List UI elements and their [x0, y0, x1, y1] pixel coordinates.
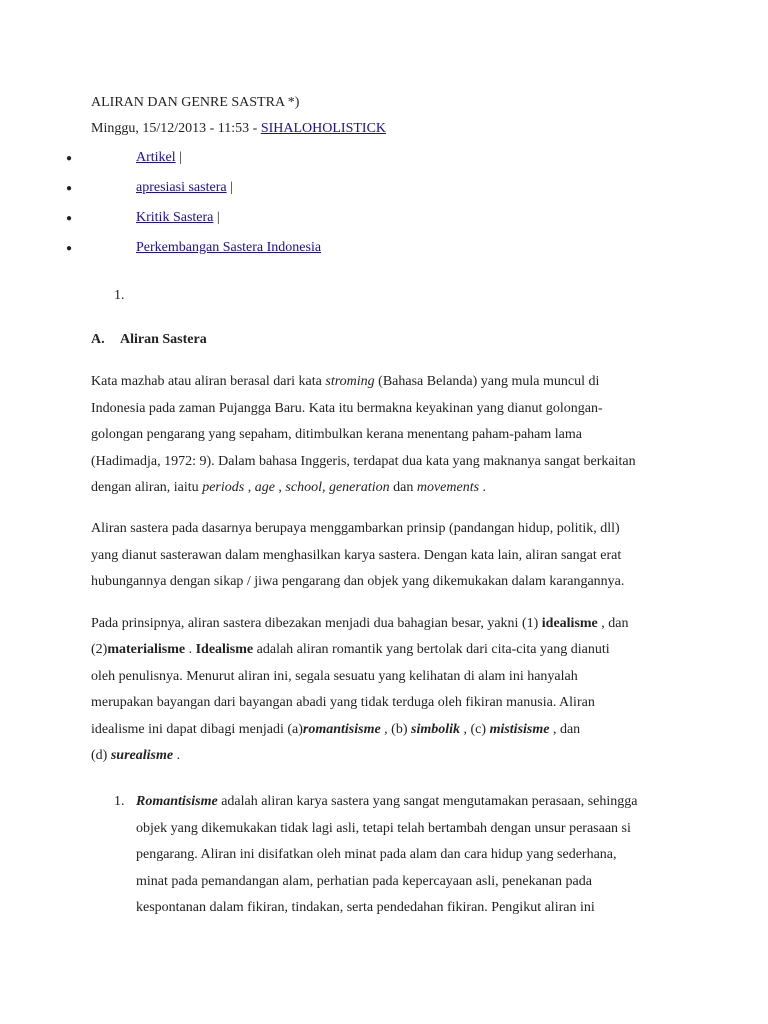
tag-link-apresiasi-sastera[interactable]: apresiasi sastera: [136, 180, 227, 195]
text-line: Romantisisme adalah aliran karya sastera yang sangat mengutamakan perasaan, sehingga: [136, 794, 638, 809]
tag-item: [136, 210, 220, 226]
page-title: ALIRAN DAN GENRE SASTRA *): [91, 95, 300, 110]
text-line: (d) surealisme .: [91, 748, 181, 763]
text-line: idealisme ini dapat dibagi menjadi (a)romantisisme , (b) simbolik , (c) mistisisme , dan: [91, 722, 581, 737]
text-line: (2)materialisme . Idealisme adalah aliran romantik yang bertolak dari cita-cita yang dianuti: [91, 642, 610, 657]
text-line: pengarang. Aliran ini disifatkan oleh minat pada alam dan cara hidup yang sederhana,: [136, 847, 617, 862]
bullet-icon: ●: [66, 243, 73, 254]
tag-link-kritik-sastera[interactable]: Kritik Sastera: [136, 210, 214, 225]
bullet-icon: ●: [66, 213, 73, 224]
list-marker: 1.: [114, 288, 125, 303]
text-line: merupakan bayangan dari bayangan abadi yang tidak terduga oleh fikiran manusia. Aliran: [91, 695, 595, 710]
tag-separator: |: [213, 210, 220, 225]
item-marker: 1.: [114, 794, 125, 809]
text-line: hubungannya dengan sikap / jiwa pengarang dan objek yang dikemukakan dalam karangannya.: [91, 574, 625, 589]
text-line: kespontanan dalam fikiran, tindakan, serta pendedahan fikiran. Pengikut aliran ini: [136, 900, 595, 915]
text-line: minat pada pemandangan alam, perhatian pada kepercayaan asli, penekanan pada: [136, 874, 592, 889]
text-line: Pada prinsipnya, aliran sastera dibezakan menjadi dua bahagian besar, yakni (1) idealisme , dan: [91, 616, 629, 631]
tag-separator: |: [226, 180, 233, 195]
text-line: oleh penulisnya. Menurut aliran ini, segala sesuatu yang kelihatan di alam ini hanyalah: [91, 669, 578, 684]
text-line: yang dianut sasterawan dalam menghasilkan karya sastera. Dengan kata lain, aliran sangat erat: [91, 548, 622, 563]
tag-item: [136, 240, 321, 256]
text-line: (Hadimadja, 1972: 9). Dalam bahasa Inggeris, terdapat dua kata yang maknanya sangat berkaitan: [91, 454, 636, 469]
section-marker: A.: [91, 332, 105, 347]
text-line: objek yang dikemukakan tidak lagi asli, tetapi telah bertambah dengan unsur perasaan si: [136, 821, 631, 836]
text-line: dengan aliran, iaitu periods , age , school, generation dan movements .: [91, 480, 487, 495]
section-title: Aliran Sastera: [120, 332, 207, 347]
text-line: Aliran sastera pada dasarnya berupaya menggambarkan prinsip (pandangan hidup, politik, dll): [91, 521, 620, 536]
text-line: golongan pengarang yang sepaham, ditimbulkan kerana menentang paham-paham lama: [91, 427, 582, 442]
text-line: Kata mazhab atau aliran berasal dari kata stroming (Bahasa Belanda) yang mula muncul di: [91, 374, 600, 389]
tag-separator: |: [175, 150, 182, 165]
bullet-icon: ●: [66, 153, 73, 164]
post-meta: [91, 121, 386, 137]
bullet-icon: ●: [66, 183, 73, 194]
author-link[interactable]: SIHALOHOLISTICK: [260, 121, 387, 136]
tag-link-artikel[interactable]: Artikel: [136, 150, 176, 165]
post-date: Minggu, 15/12/2013 - 11:53 -: [91, 121, 261, 136]
tag-item: [136, 150, 182, 166]
text-line: Indonesia pada zaman Pujangga Baru. Kata itu bermakna keyakinan yang dianut golongan-: [91, 401, 603, 416]
tag-link-perkembangan-sastera-indonesia[interactable]: Perkembangan Sastera Indonesia: [136, 240, 322, 255]
tag-item: [136, 180, 233, 196]
